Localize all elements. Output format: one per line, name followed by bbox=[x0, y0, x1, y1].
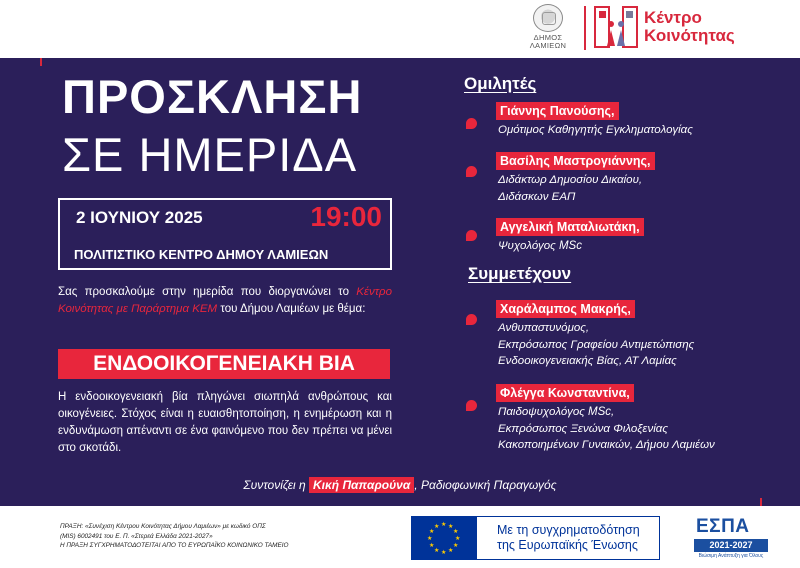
bullet-icon bbox=[466, 314, 477, 325]
event-venue: ΠΟΛΙΤΙΣΤΙΚΟ ΚΕΝΤΡΟ ΔΗΜΟΥ ΛΑΜΙΕΩΝ bbox=[74, 247, 329, 262]
bullet-icon bbox=[466, 400, 477, 411]
espa-subtitle: Βιώσιμη Ανάπτυξη για Όλους bbox=[698, 553, 764, 559]
participant-name: Χαράλαμπος Μακρής, bbox=[496, 300, 635, 318]
eu-cofunding-text bbox=[497, 523, 640, 553]
eu-cofunding-label bbox=[477, 516, 660, 560]
invitation-organizer: Κέντρο Κοινότητας με Παράρτημα ΚΕΜ bbox=[58, 286, 392, 315]
eu-flag-icon: ★ ★ ★ ★ ★ ★ ★ ★ ★ ★ ★ ★ bbox=[411, 516, 477, 560]
municipality-emblem-icon bbox=[533, 4, 563, 32]
participant-description bbox=[498, 320, 694, 370]
funding-note bbox=[60, 522, 360, 551]
invitation-panel bbox=[0, 58, 800, 506]
participant-description-line: Ανθυπαστυνόμος, bbox=[498, 322, 590, 334]
eu-cofunding-line2: της Ευρωπαϊκής Ένωσης bbox=[497, 538, 638, 552]
espa-logo bbox=[694, 518, 768, 562]
title-line1: ΠΡΟΣΚΛΗΣΗ bbox=[62, 70, 363, 123]
funding-note-line1: ΠΡΑΞΗ: «Συνέχιση Κέντρου Κοινότητας Δήμου Λαμιέων» με κωδικό ΟΠΣ bbox=[60, 523, 266, 530]
participant-description-line: Κακοποιημένων Γυναικών, Δήμου Λαμιέων bbox=[498, 439, 715, 451]
topic-banner: ΕΝΔΟΟΙΚΟΓΕΝΕΙΑΚΗ ΒΙΑ bbox=[58, 349, 390, 379]
speaker-description bbox=[498, 122, 693, 139]
event-date: 2 ΙΟΥΝΙΟΥ 2025 bbox=[76, 208, 203, 227]
event-info-box bbox=[58, 198, 392, 270]
participant-description-line: Ενδοοικογενειακής Βίας, ΑΤ Λαμίας bbox=[498, 355, 677, 367]
topic-description: Η ενδοοικογενειακή βία πληγώνει σιωπηλά ανθρώπους και οικογένειες. Στόχος είναι η ευαισθητοποίηση, η ενημέρωση και η ενδυνάμωση απέναντι σε ένα φαινόμενο που δεν πρέπει να μένει στο σκοτάδι. bbox=[58, 391, 392, 454]
speaker-description bbox=[498, 238, 582, 255]
event-time: 19:00 bbox=[310, 201, 382, 232]
speaker-name: Βασίλης Μαστρογιάννης, bbox=[496, 152, 655, 170]
moderator-suffix: , Ραδιοφωνική Παραγωγός bbox=[414, 478, 557, 492]
speaker-description-line: Διδάκτωρ Δημοσίου Δικαίου, bbox=[498, 174, 643, 186]
municipality-logo bbox=[522, 4, 574, 54]
participant-description-line: Εκπρόσωπος Γραφείου Αντιμετώπισης bbox=[498, 338, 695, 351]
participant-description-line: Παιδοψυχολόγος MSc, bbox=[498, 406, 615, 418]
moderator-line bbox=[0, 478, 800, 492]
funding-note-line3: Η ΠΡΑΞΗ ΣΥΓΧΡΗΜΑΤΟΔΟΤΕΙΤΑΙ ΑΠΟ ΤΟ ΕΥΡΩΠΑΪΚΟ ΚΟΙΝΩΝΙΚΟ ΤΑΜΕΙΟ bbox=[60, 542, 289, 549]
participants-heading: Συμμετέχουν bbox=[468, 264, 572, 283]
municipality-logo-text: ΔΗΜΟΣ ΛΑΜΙΕΩΝ bbox=[529, 33, 567, 50]
participant-name: Φλέγγα Κωνσταντίνα, bbox=[496, 384, 634, 402]
participant-description bbox=[498, 404, 715, 454]
bullet-icon bbox=[466, 118, 477, 129]
speaker-description bbox=[498, 172, 642, 205]
moderator-name: Κική Παπαρούνα bbox=[309, 477, 414, 493]
invitation-text bbox=[58, 284, 392, 318]
title-line2: ΣΕ ΗΜΕΡΙΔΑ bbox=[62, 128, 358, 181]
community-center-icon bbox=[594, 6, 638, 48]
bullet-icon bbox=[466, 166, 477, 177]
logo-divider bbox=[584, 6, 586, 50]
speaker-description-line: Διδάσκων ΕΑΠ bbox=[498, 190, 576, 203]
espa-years: 2021-2027 bbox=[694, 539, 768, 552]
community-center-line2: Κοινότητας bbox=[644, 26, 735, 45]
eu-cofunding-line1: Με τη συγχρηματοδότηση bbox=[497, 523, 640, 537]
moderator-prefix: Συντονίζει η bbox=[243, 478, 309, 492]
invitation-text-after: του Δήμου Λαμιέων με θέμα: bbox=[217, 303, 366, 315]
funding-note-line2: (MIS) 6002491 του Ε. Π. «Στερεά Ελλάδα 2021-2027» bbox=[60, 532, 213, 540]
bullet-icon bbox=[466, 230, 477, 241]
header bbox=[0, 0, 800, 58]
speakers-heading: Ομιλητές bbox=[464, 74, 537, 93]
invitation-text-before: Σας προσκαλούμε στην ημερίδα που διοργανώνει το bbox=[58, 286, 357, 298]
speaker-description-line: Ψυχολόγος MSc bbox=[498, 240, 582, 252]
speaker-name: Γιάννης Πανούσης, bbox=[496, 102, 619, 120]
speaker-name: Αγγελική Ματαλιωτάκη, bbox=[496, 218, 644, 236]
espa-title: ΕΣΠΑ bbox=[696, 516, 750, 537]
participant-description-line: Εκπρόσωπος Ξενώνα Φιλοξενίας bbox=[498, 422, 668, 435]
community-center-logo-text bbox=[644, 9, 735, 45]
speaker-description-line: Ομότιμος Καθηγητής Εγκληματολογίας bbox=[498, 124, 693, 136]
community-center-line1: Κέντρο bbox=[644, 8, 702, 27]
